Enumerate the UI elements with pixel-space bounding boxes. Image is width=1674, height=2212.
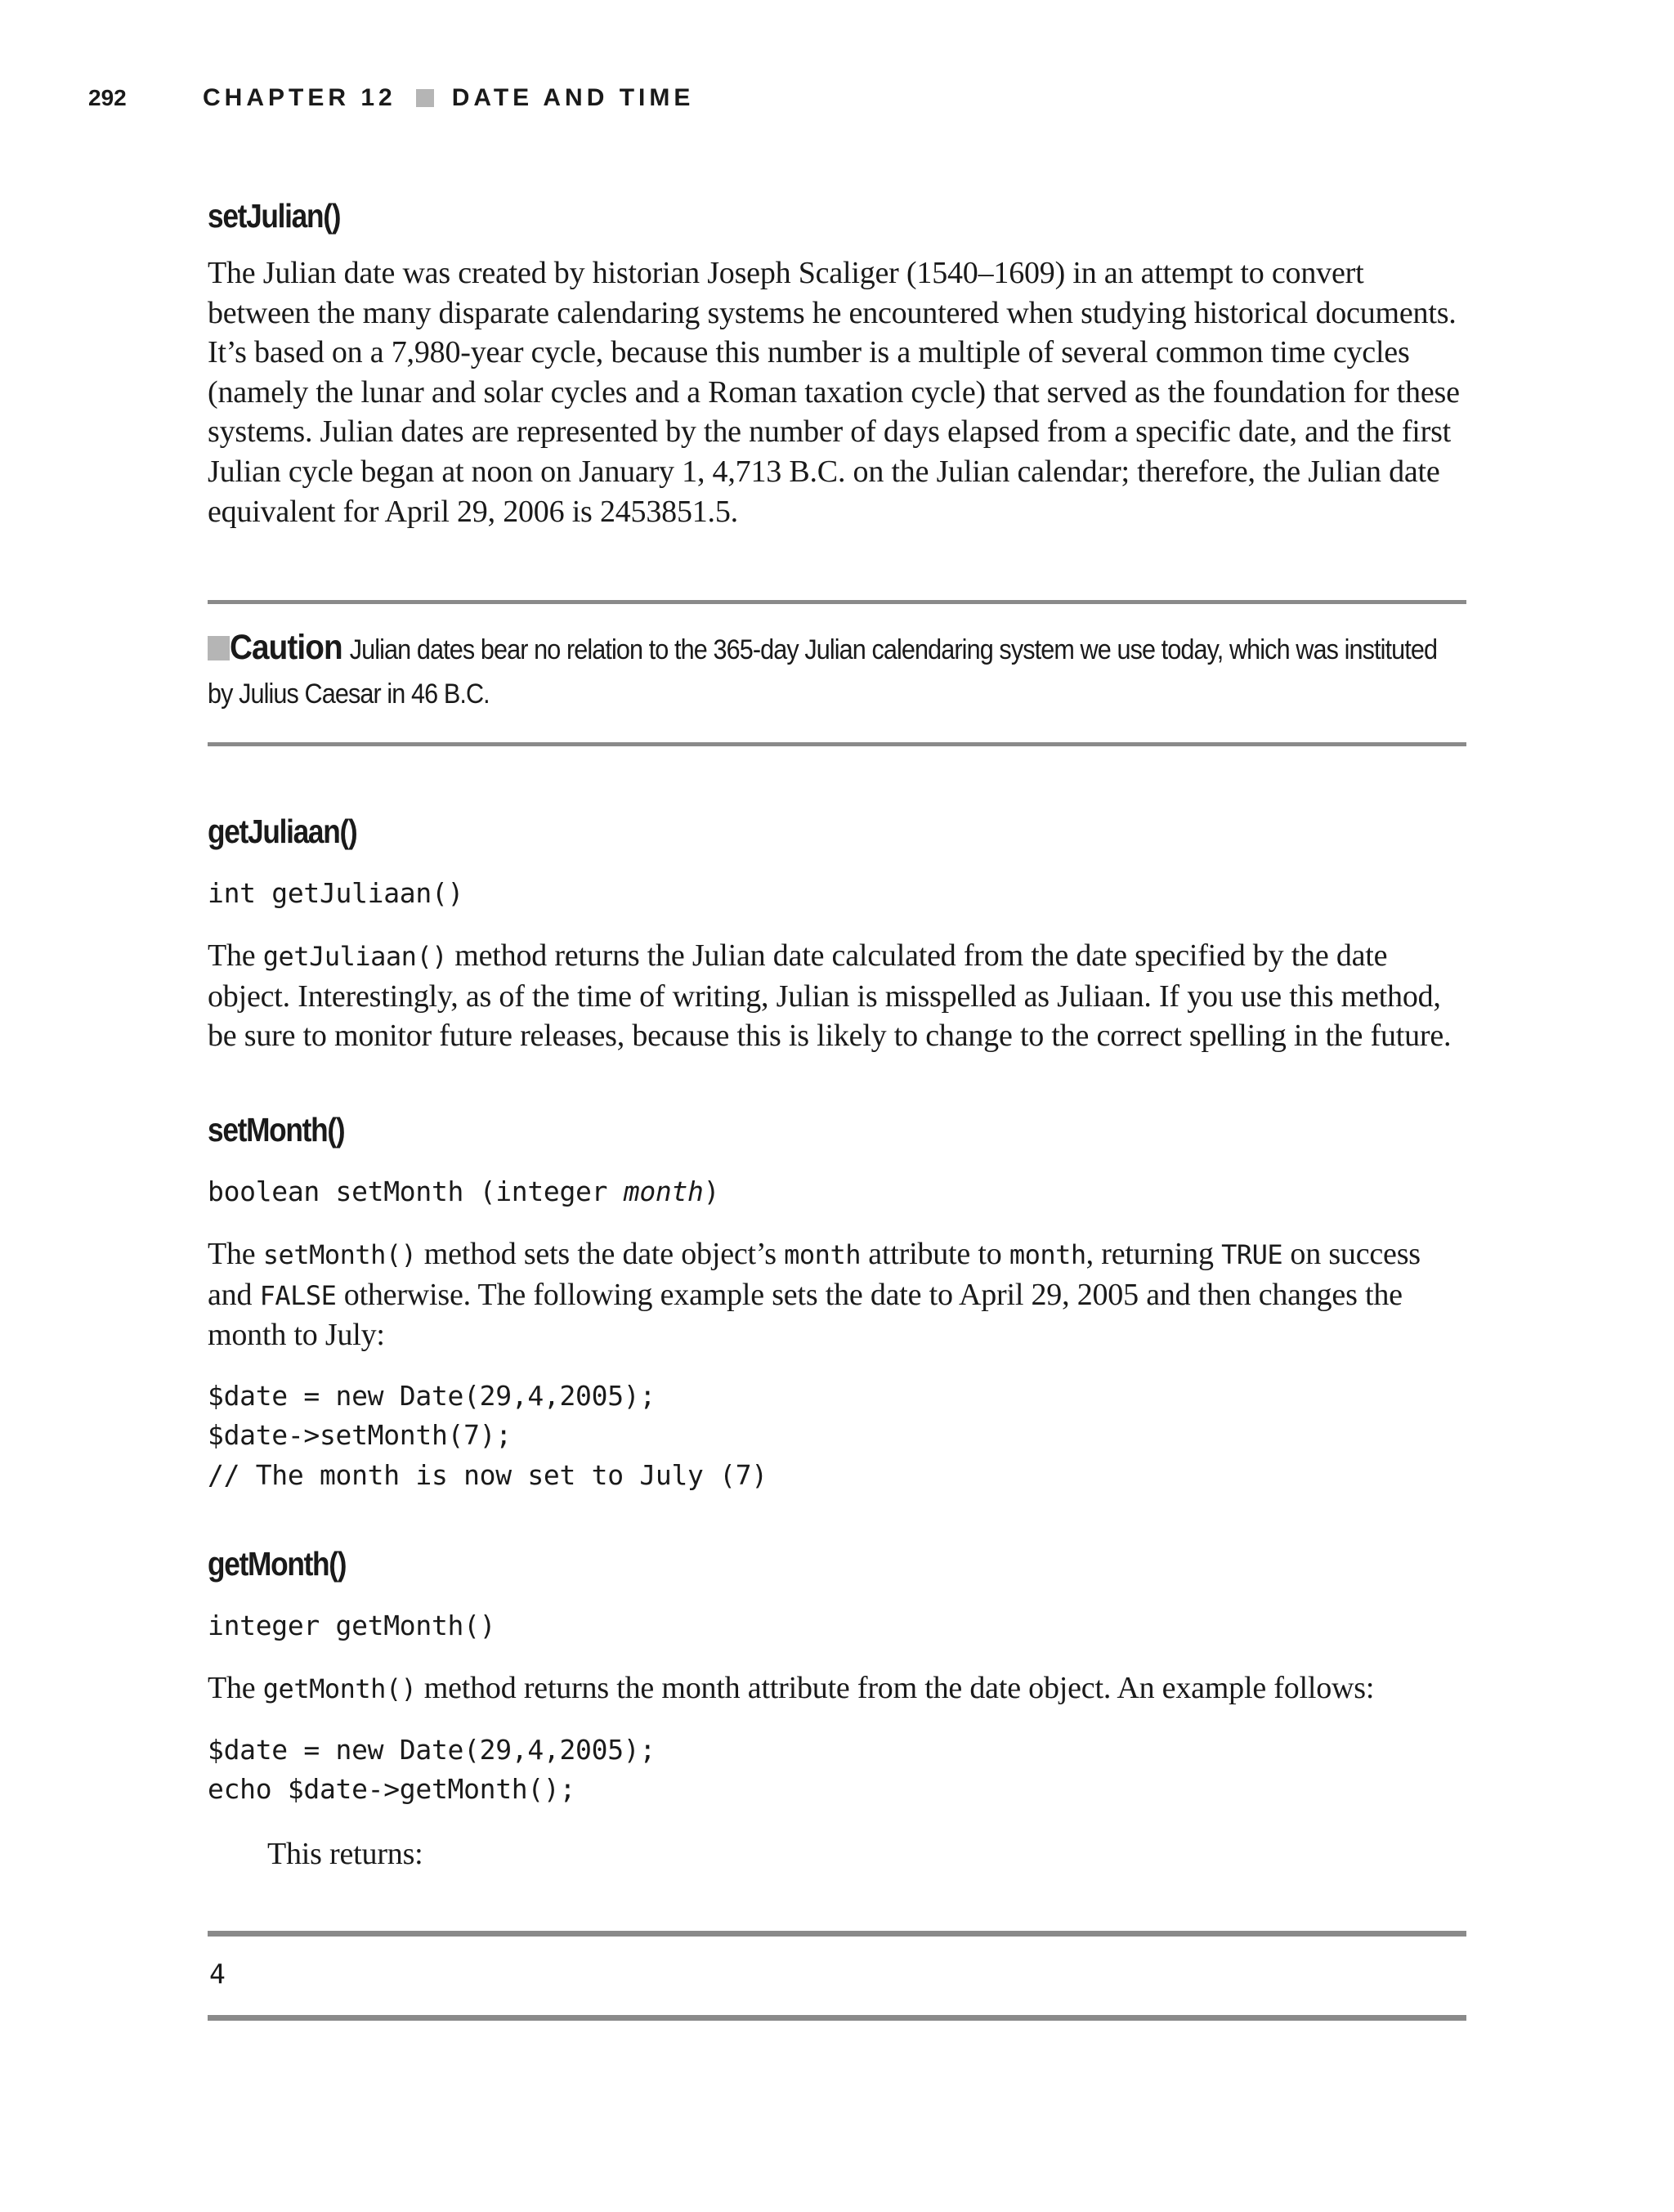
caution-label: Caution xyxy=(230,628,342,668)
code-block xyxy=(208,1731,1466,1810)
chapter-title: DATE AND TIME xyxy=(451,84,695,111)
running-head xyxy=(88,82,694,114)
section-heading: setJulian() xyxy=(208,197,341,235)
code-line: $date = new Date(29,4,2005); xyxy=(208,1733,656,1766)
code-line: // The month is now set to July (7) xyxy=(208,1458,768,1491)
text-run: attribute to xyxy=(860,1236,1009,1271)
section-paragraph: The Julian date was created by historian Joseph Scaliger (1540–1609) in an attempt to convert between the many disparate calendaring systems he encountered when studying historical documents. It’s based on a 7,980-year cycle, because this number is a multiple of several common time cycles (namely the lunar and solar cycles and a Roman taxation cycle) that served as the foundation for these systems. Julian dates are represented by the number of days elapsed from a specific date, and the first Julian cycle began at noon on January 1, 4,713 B.C. on the Julian calendar; therefore, the Julian date equivalent for April 29, 2006 is 2453851.5. xyxy=(208,256,1460,529)
code-line: $date->setMonth(7); xyxy=(208,1419,512,1452)
section-paragraph xyxy=(208,1668,1466,1709)
text-run: method sets the date object’s xyxy=(416,1236,785,1271)
signature-param: month xyxy=(623,1175,704,1207)
text-run: The xyxy=(208,1236,263,1271)
output-box xyxy=(208,1931,1466,2021)
signature-suffix: ) xyxy=(703,1175,720,1207)
text-run: otherwise. The following example sets the date to April 29, 2005 and then changes the month to July: xyxy=(208,1277,1403,1353)
section-get-juliaan xyxy=(208,805,1466,1056)
inline-code: TRUE xyxy=(1221,1238,1283,1270)
section-get-month xyxy=(208,1538,1466,2021)
returns-label: This returns: xyxy=(267,1836,423,1871)
text-run: The xyxy=(208,1671,263,1706)
method-signature: int getJuliaan() xyxy=(208,877,464,910)
page-number: 292 xyxy=(88,85,127,110)
text-run: , returning xyxy=(1085,1236,1222,1271)
square-bullet-icon xyxy=(416,89,434,107)
text-run: on success and xyxy=(208,1236,1421,1312)
section-heading: getJuliaan() xyxy=(208,813,357,851)
code-line: echo $date->getMonth(); xyxy=(208,1773,576,1806)
chapter-label: CHAPTER 12 xyxy=(203,84,396,111)
code-line: $date = new Date(29,4,2005); xyxy=(208,1379,656,1412)
page-content xyxy=(208,190,1466,2021)
inline-code: month xyxy=(784,1238,861,1270)
output-value: 4 xyxy=(209,1958,226,1990)
method-signature xyxy=(208,1172,1466,1211)
inline-code: setMonth() xyxy=(262,1238,417,1270)
section-heading: setMonth() xyxy=(208,1110,345,1149)
section-set-month xyxy=(208,1104,1466,1495)
section-set-julian xyxy=(208,190,1466,531)
section-paragraph xyxy=(208,936,1466,1056)
inline-code: getJuliaan() xyxy=(262,941,447,973)
square-bullet-icon xyxy=(208,636,230,660)
caution-body: Julian dates bear no relation to the 365-day Julian calendaring system we use today, which was instituted by Julius Caesar in 46 B.C. xyxy=(208,634,1438,710)
method-signature: integer getMonth() xyxy=(208,1610,496,1642)
section-heading: getMonth() xyxy=(208,1545,347,1583)
caution-text xyxy=(208,625,1465,716)
signature-prefix: boolean setMonth (integer xyxy=(208,1175,624,1207)
text-run: method returns the Julian date calculated from the date specified by the date object. Interestingly, as of the time of writing, Julian is misspelled as Juliaan. If you use this method, be sure to monitor future releases, because this is likely to change to the correct spelling in the future. xyxy=(208,938,1452,1054)
text-run: method returns the month attribute from the date object. An example follows: xyxy=(416,1671,1375,1706)
inline-code: getMonth() xyxy=(262,1673,417,1705)
text-run: The xyxy=(208,938,263,974)
section-paragraph xyxy=(208,1234,1466,1355)
inline-code: FALSE xyxy=(259,1279,337,1311)
inline-code: month xyxy=(1009,1238,1086,1270)
caution-box xyxy=(208,600,1466,746)
code-block xyxy=(208,1377,1466,1496)
